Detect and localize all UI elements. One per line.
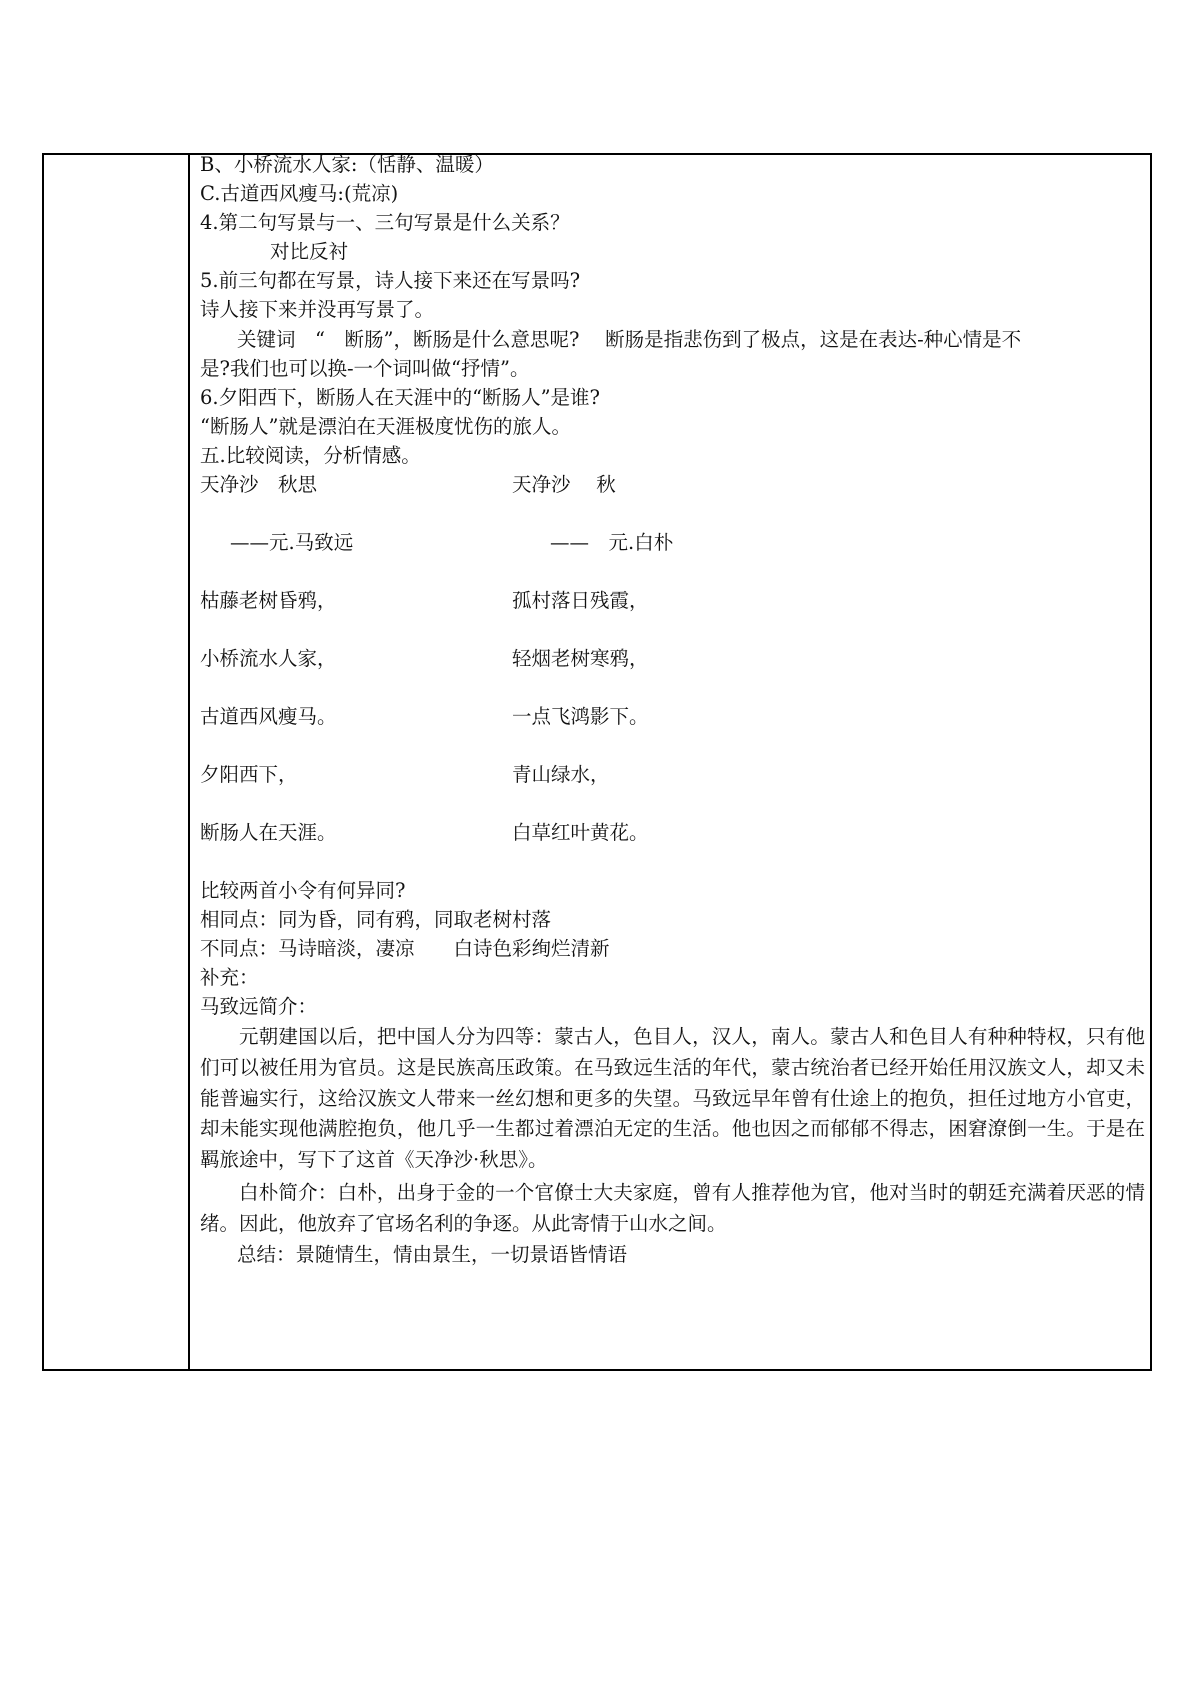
line-b: B、小桥流水人家:（恬静、温暖）: [200, 153, 494, 176]
poem-left-line: 断肠人在天涯。: [200, 821, 337, 844]
compare-same: 相同点：同为昏，同有鸦，同取老树村落: [200, 908, 552, 931]
content-cell: [192, 155, 1150, 1369]
poem-left-line: 夕阳西下，: [200, 763, 298, 786]
answer-5: 诗人接下来并没再写景了。: [200, 298, 435, 321]
question-4: 4.第二句写景与一、三句写景是什么关系？: [200, 211, 570, 234]
answer-4: 对比反衬: [270, 240, 349, 263]
line-c: C.古道西风瘦马:(荒凉): [200, 182, 399, 205]
compare-question: 比较两首小令有何异同?: [200, 879, 406, 902]
poem-left-author: ——元.马致远: [230, 531, 354, 554]
poem-right-line: 白草红叶黄花。: [512, 821, 649, 844]
poem-left-line: 古道西风瘦马。: [200, 705, 337, 728]
lesson-table: [42, 153, 1152, 1371]
poem-left-line: 枯藤老树昏鸦，: [200, 589, 337, 612]
poem-right-line: 轻烟老树寒鸦，: [512, 647, 649, 670]
bai-bio-paragraph: 白朴简介：白朴，出身于金的一个官僚士大夫家庭，曾有人推荐他为官，他对当时的朝廷充满着厌恶的情绪。因此，他放弃了官场名利的争逐。从此寄情于山水之间。: [200, 1181, 1145, 1235]
summary-line: 总结：景随情生，情由景生，一切景语皆情语: [237, 1243, 628, 1266]
poem-right-line: 孤村落日残霞，: [512, 589, 649, 612]
answer-6: “断肠人”就是漂泊在天涯极度忧伤的旅人。: [200, 415, 571, 438]
poem-right-line: 青山绿水，: [512, 763, 610, 786]
poem-right-line: 一点飞鸿影下。: [512, 705, 649, 728]
poem-right-title: 天净沙 秋: [512, 473, 616, 496]
section-5-heading: 五.比较阅读，分析情感。: [200, 444, 421, 467]
poem-right-author: —— 元.白朴: [550, 531, 674, 554]
poem-left-title: 天净沙 秋思: [200, 473, 318, 496]
left-column-cell: [44, 155, 190, 1369]
question-6: 6.夕阳西下，断肠人在天涯中的“断肠人”是谁?: [200, 386, 600, 409]
poem-left-line: 小桥流水人家，: [200, 647, 337, 670]
keyword-line-2: 是?我们也可以换-一个词叫做“抒情”。: [200, 357, 530, 380]
compare-diff: 不同点：马诗暗淡，凄凉 白诗色彩绚烂清新: [200, 937, 610, 960]
ma-bio-paragraph: 元朝建国以后，把中国人分为四等：蒙古人，色目人，汉人，南人。蒙古人和色目人有种种特权，只有他们可以被任用为官员。这是民族高压政策。在马致远生活的年代，蒙古统治者已经开始任用汉族文人，却又未能普遍实行，这给汉族文人带来一丝幻想和更多的失望。马致远早年曾有仕途上的抱负，担任过地方小官吏，却未能实现他满腔抱负，他几乎一生都过着漂泊无定的生活。他也因之而郁郁不得志，困窘潦倒一生。于是在羁旅途中，写下了这首《天净沙·秋思》。: [200, 1025, 1145, 1172]
ma-bio-title: 马致远简介：: [200, 995, 318, 1018]
question-5: 5.前三句都在写景，诗人接下来还在写景吗?: [200, 269, 581, 292]
supplement-label: 补充：: [200, 966, 259, 989]
keyword-line-1: 关键词 “ 断肠”，断肠是什么意思呢? 断肠是指悲伤到了极点，这是在表达-种心情是不: [237, 328, 1022, 351]
